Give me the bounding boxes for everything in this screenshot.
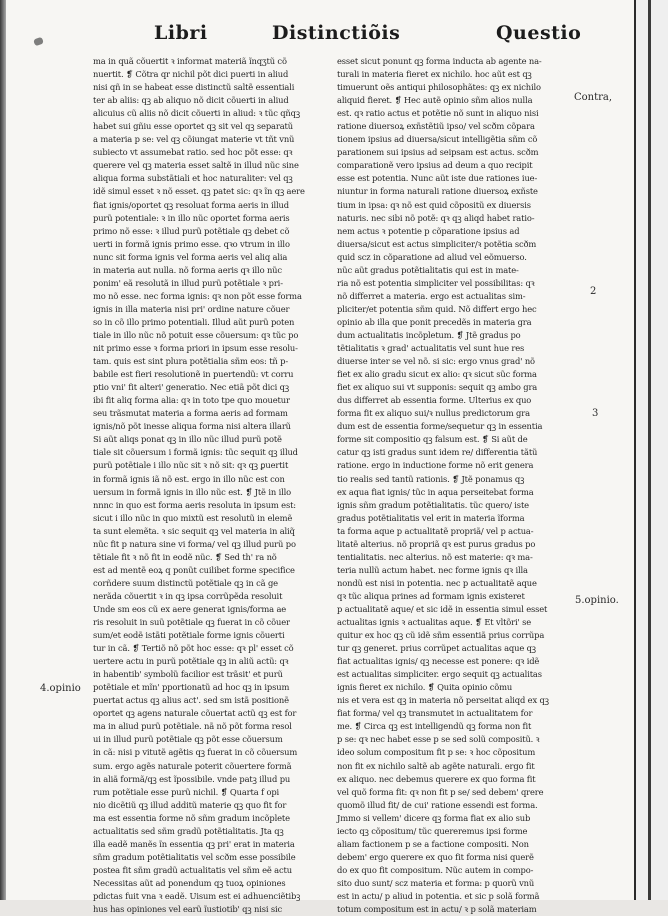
text-line: pdictas fuit vna ꝛ eadẽ. Uisum est ei adhuenciẽtibꝫ bbox=[93, 891, 301, 901]
text-line: tiale sit cõuersum i formã ignis: tũc sequit qꝫ illud bbox=[93, 447, 298, 458]
text-line: forma fit ex aliquo sui/ꝛ nullus predictorum gra bbox=[337, 408, 530, 419]
text-line: Necessitas aũt ad ponendum qꝫ tuoꝝ opiniones bbox=[93, 877, 286, 888]
text-line: vel quõ forma fit: qꝛ non fit p se/ sed debem' qrere bbox=[337, 786, 544, 797]
text-line: p actualitatẽ aque/ et sic idẽ in essentia simul esset bbox=[337, 603, 548, 614]
facing-page-edge bbox=[634, 0, 668, 900]
text-line: querere vel qꝫ materia esset saltẽ in illud nũc sine bbox=[93, 160, 299, 171]
text-line: comparationẽ vero ipsius ad deum a quo recipit bbox=[337, 160, 533, 171]
text-line: nit primo esse ꝛ forma priori in ipsum esse resolu- bbox=[93, 343, 298, 354]
text-line: diuerse inter se vel nõ. si sic: ergo vnus grad' nõ bbox=[337, 356, 535, 367]
text-line: in formã ignis iã nõ est. ergo in illo nũc est con bbox=[93, 473, 285, 484]
text-line: ma in aliud purũ potẽtiale. nã nõ põt forma resol bbox=[93, 721, 292, 732]
text-line: actualitatis sed sñm gradũ potẽtialitatis. Jta qꝫ bbox=[93, 825, 284, 836]
text-line: in materia aut nulla. nõ forma aeris qꝛ illo nũc bbox=[93, 264, 282, 275]
text-line: sicut i illo nũc in quo mixtũ est resolutũ in elemẽ bbox=[93, 512, 293, 523]
text-line: ignis fieret ex nichilo. ❡ Quita opinio cõmu bbox=[337, 682, 513, 693]
text-line: sum/et eodẽ istãti potẽtiale forme ignis cõuerti bbox=[93, 630, 285, 641]
text-line: corñdere suum distinctũ potẽtiale qꝫ in cã ge bbox=[93, 577, 278, 588]
text-line: ptio vni' fit alteri' generatio. Nec etiã põt dici qꝫ bbox=[93, 382, 289, 393]
text-column-left bbox=[93, 55, 325, 915]
text-line: catur qꝫ isti gradus sunt idem re/ differentia tãtũ bbox=[337, 447, 538, 458]
text-line: esset sicut ponunt qꝫ forma inducta ab agente na- bbox=[337, 56, 542, 66]
text-line: est. qꝛ ratio actus et potẽtie nõ sunt in aliquo nisi bbox=[337, 108, 539, 119]
text-line: nem actus ꝛ potentie p cõparatione ipsius ad bbox=[337, 225, 520, 236]
text-line: est actualitas simpliciter. ergo sequit qꝫ actualitas bbox=[337, 669, 542, 680]
text-line: teria nullũ actum habet. nec forme ignis qꝛ illa bbox=[337, 564, 528, 575]
text-line: non fit ex nichilo saltẽ ab agẽte naturali. ergo fit bbox=[337, 760, 535, 771]
text-line: ma in quã cõuertit ꝛ informat materiã ĩnqʒtũ cõ bbox=[93, 56, 287, 66]
text-line: ideo solum compositum fit p se: ꝛ hoc cõpositum bbox=[337, 747, 536, 758]
text-line: pliciter/et potentia sñm quid. Nõ differt ergo hec bbox=[337, 303, 537, 314]
text-line: in aliã formã/qꝫ est ĩpossibile. vnde patꝫ illud pu bbox=[93, 773, 291, 784]
text-line: ta sunt elemẽta. ꝛ sic sequit qꝫ vel materia in aliq̃ bbox=[93, 525, 295, 536]
text-line: Si aũt aliqs ponat qꝫ in illo nũc illud purũ potẽ bbox=[93, 434, 282, 445]
text-line: illa eadẽ manẽs ĩn essentia qꝫ pri' erat in materia bbox=[93, 838, 295, 849]
text-line: purũ potentiale: ꝛ in illo nũc oportet forma aeris bbox=[93, 212, 290, 223]
text-line: nis et vera est qꝫ in materia nõ perseitat aliqd ex qꝫ bbox=[337, 695, 549, 706]
text-line: forme sit compositio qꝫ falsum est. ❡ Si aũt de bbox=[337, 434, 528, 445]
text-line: ponim' eã resolutã in illud purũ potẽtiale ꝛ pri- bbox=[93, 277, 283, 288]
text-line: actualitas ignis ꝛ actualitas aque. ❡ Et vltõri' se bbox=[337, 617, 532, 628]
text-line: parationem sui ipsius ad seipsam est actus. scðm bbox=[337, 147, 539, 158]
running-head-center: Distinctiõis bbox=[272, 22, 401, 44]
margin-note-2: 2 bbox=[590, 286, 597, 297]
text-line: potẽtiale et mĩn' pportionatũ ad hoc qꝫ in ipsum bbox=[93, 682, 290, 693]
text-line: oportet qꝫ agens naturale cõuertat actũ qꝫ est for bbox=[93, 708, 297, 719]
text-line: puertat actus qꝫ alius act'. sed sm istã positionẽ bbox=[93, 695, 289, 706]
text-line: dus differret ab essentia forme. Ulterius ex quo bbox=[337, 395, 532, 406]
text-line: nõ differret a materia. ergo est actualitas sim- bbox=[337, 290, 526, 301]
text-line: in cã: nisi p vitutẽ agẽtis qꝫ fuerat in cõ cõuersum bbox=[93, 747, 298, 758]
text-line: primo nõ esse: ꝛ illud purũ potẽtiale qꝫ debet cõ bbox=[93, 225, 290, 236]
text-line: turali in materia fieret ex nichilo. hoc aũt est qꝫ bbox=[337, 69, 532, 80]
text-line: ter ab aliis: qꝫ ab aliquo nõ dicit cõuerti in aliud bbox=[93, 95, 289, 106]
text-line: nerãda cõuertit ꝛ in qꝫ ipsa corrũpẽda resoluit bbox=[93, 590, 283, 601]
text-line: ignis sñm gradum potẽtialitatis. tũc quero/ iste bbox=[337, 499, 529, 510]
text-line: do ex quo fit compositum. Nũc autem in compo- bbox=[337, 864, 534, 875]
text-line: ratione. ergo in inductione forme nõ erit genera bbox=[337, 460, 534, 471]
text-line: purũ potẽtiale i illo nũc sit ꝛ nõ sit: qꝛ qꝫ ꝑuertit bbox=[93, 460, 289, 471]
text-line: nunc sit forma ignis vel forma aeris vel aliq alia bbox=[93, 251, 288, 262]
text-line: alicuius cũ aliis nõ dicit cõuerti in aliud: ꝛ tũc qñqꝫ bbox=[93, 108, 300, 119]
text-line: ibi fit aliq forma alia: qꝛ in toto tpe quo mouetur bbox=[93, 395, 290, 406]
text-line: fiat ignis/oportet qꝫ resoluat forma aeris in illud bbox=[93, 199, 289, 210]
text-line: in habentib' symbolũ facilior est trãsit' et purũ bbox=[93, 669, 283, 680]
text-line: tur in cã. ❡ Tertiõ nõ põt hoc esse: qꝛ pl' esset cõ bbox=[93, 643, 294, 654]
text-line: dum est de essentia forme/sequetur qꝫ in essentia bbox=[337, 421, 543, 432]
running-head-left: Libri bbox=[154, 22, 208, 44]
text-line: uertere actu in purũ potẽtiale qꝫ in aliũ actũ: qꝛ bbox=[93, 656, 289, 667]
text-line: quid scz in cõparatione ad aliud vel eõmuerso. bbox=[337, 251, 527, 262]
text-line: opinio ab illa que ponit precedẽs in materia gra bbox=[337, 316, 532, 327]
text-line: aliam factionem p se a factione compositi. Non bbox=[337, 838, 529, 849]
text-line: postea fit sñm gradũ actualitatis vel sñm eẽ actu bbox=[93, 864, 292, 875]
text-line: diuersa/sicut est actus simpliciter/ꝛ potẽtia scðm bbox=[337, 238, 537, 249]
book-spine-shadow bbox=[0, 0, 6, 900]
text-line: debem' ergo querere ex quo fit forma nisi querẽ bbox=[337, 851, 534, 862]
text-line: aliqua forma substãtiali et hoc naturaliter: vel qꝫ bbox=[93, 173, 293, 184]
text-line: fiet ex alio gradu sicut ex alio: qꝛ sicut sũc forma bbox=[337, 369, 537, 380]
text-line: Jmmo si vellem' dicere qꝫ forma fiat ex alio sub bbox=[337, 812, 531, 823]
text-line: nũc aũt gradus potẽtialitatis qui est in mate- bbox=[337, 264, 519, 275]
text-line: naturis. nec sibi nõ potẽ: qꝛ qꝫ aliqd habet ratio- bbox=[337, 212, 535, 223]
margin-note-opinio-4: 4.opinio bbox=[40, 683, 81, 694]
text-line: quitur ex hoc qꝫ cũ idẽ sñm essentiã prius corrũpa bbox=[337, 630, 545, 641]
text-line: hus has opiniones vel earũ ĩustiotib' qꝫ nisi sic bbox=[93, 904, 283, 915]
text-line: ex aliquo. nec debemus querere ex quo forma fit bbox=[337, 773, 536, 784]
text-line: rum potẽtiale esse purũ nichil. ❡ Quarta f opi bbox=[93, 786, 280, 797]
text-line: babile est fieri resolutionẽ in puertendũ: vt corru bbox=[93, 369, 294, 380]
text-line: timuerunt oẽs antiqui philosophãtes: qꝫ ex nichilo bbox=[337, 82, 541, 93]
text-line: sñm gradum potẽtialitatis vel scðm esse possibile bbox=[93, 851, 296, 862]
text-line: est in actu/ p aliud in potentia. et sic p solã formã bbox=[337, 891, 540, 901]
margin-note-opinio-5: 5.opinio. bbox=[575, 595, 619, 606]
text-line: est ad mentẽ eoꝝ q ponũt cuilibet forme specifice bbox=[93, 564, 295, 575]
text-line: ignis/nõ põt inesse aliqua forma nisi altera illarũ bbox=[93, 421, 291, 432]
text-line: sum. ergo agẽs naturale poterit cõuertere formã bbox=[93, 760, 292, 771]
text-line: idẽ simul esset ꝛ nõ esset. qꝫ patet sic: qꝛ ĩn qꝫ aere bbox=[93, 186, 305, 197]
running-head-right: Questio bbox=[496, 22, 582, 44]
text-line: tam. quis est sint plura potẽtialia sñm eos: tñ p- bbox=[93, 356, 288, 367]
text-line: ex aqua fiat ignis/ tũc in aqua perseitebat forma bbox=[337, 486, 534, 497]
text-line: nnnc in quo est forma aeris resoluta in ipsum est: bbox=[93, 499, 296, 510]
text-line: ratione diuersoꝝ exñstẽtiũ ipso/ vel scðm cõpara bbox=[337, 121, 535, 132]
margin-note-3: 3 bbox=[592, 408, 599, 419]
text-line: tẽtialitatis ꝛ grad' actualitatis vel sunt hue res bbox=[337, 343, 525, 354]
text-line: totum compositum est in actu/ ꝛ p solã materiam bbox=[337, 904, 537, 915]
text-line: uerti in formã ignis primo esse. qꝛo vtrum in illo bbox=[93, 238, 290, 249]
text-line: nondũ est nisi in potentia. nec p actualitatẽ aque bbox=[337, 577, 537, 588]
text-line: a materia p se: vel qꝫ cõiungat materie vt tñt vnũ bbox=[93, 134, 295, 145]
text-line: me. ❡ Circa qꝫ est intelligendũ qꝫ forma non fit bbox=[337, 721, 532, 732]
text-column-right bbox=[337, 55, 569, 915]
text-line: tur qꝫ generet. prius corrũpet actualitas aque qꝫ bbox=[337, 643, 536, 654]
text-line: dum actualitatis incõpletum. ❡ Jtẽ gradus po bbox=[337, 329, 521, 340]
text-line: tium in ipsa: qꝛ nõ est quid cõpositũ ex diuersis bbox=[337, 199, 531, 210]
text-line: mo nõ esse. nec forma ignis: qꝛ non põt esse forma bbox=[93, 290, 302, 301]
text-line: nisi qñ in se habeat esse distinctũ saltẽ essentiali bbox=[93, 82, 295, 93]
text-line: uersum in formã ignis in illo nũc est. ❡ Jtẽ in illo bbox=[93, 486, 292, 497]
text-line: quomõ illud fit/ de cui' ratione essendi est forma. bbox=[337, 799, 538, 810]
text-line: Unde sm eos cũ ex aere generat ignis/forma ae bbox=[93, 603, 287, 614]
text-line: esse est potentia. Nunc aũt iste due rationes iue- bbox=[337, 173, 538, 184]
text-line: tio realis sed tantũ rationis. ❡ Jtẽ ponamus qꝫ bbox=[337, 473, 525, 484]
text-line: ignis in illa materia nisi pri' ordine nature cõuer bbox=[93, 303, 290, 314]
text-line: subiecto vt assumebat ratio. sed hoc põt esse: qꝛ bbox=[93, 147, 293, 158]
text-line: sito duo sunt/ scz materia et forma: p quorũ vnũ bbox=[337, 877, 535, 888]
text-line: tẽtiale fit ꝛ nõ fit in eodẽ nũc. ❡ Sed th' ra nõ bbox=[93, 551, 277, 562]
text-line: nũc fit p natura sine vi forma/ vel qꝫ illud purũ po bbox=[93, 538, 296, 549]
text-line: tiale in illo nũc nõ potuit esse cõuersum: qꝛ tũc po bbox=[93, 329, 299, 340]
margin-note-contra: Contra, bbox=[574, 92, 613, 103]
text-line: nuertit. ❡ Cõtra qr nichil põt dici puerti in aliud bbox=[93, 69, 289, 80]
text-line: p se: qꝛ nec habet esse p se sed solũ compositũ. ꝛ bbox=[337, 734, 540, 745]
text-line: nio dicẽtiũ qꝫ illud additũ materie qꝫ quo fit for bbox=[93, 799, 287, 810]
text-line: so in cõ illo primo potentiali. Illud aũt purũ poten bbox=[93, 316, 295, 327]
text-line: ma est essentia forme nõ sñm gradum incõplete bbox=[93, 812, 290, 823]
text-line: aliquid fieret. ❡ Hec autẽ opinio sñm alios nulla bbox=[337, 95, 533, 106]
text-line: tionem ipsius ad diuersa/sicut intelligẽtia sñm cõ bbox=[337, 134, 538, 145]
text-line: fiet ex aliquo sui vt supponis: sequit qꝫ ambo gra bbox=[337, 382, 538, 393]
text-line: iecto qꝫ cõpositum/ tũc quereremus ipsi forme bbox=[337, 825, 528, 836]
text-line: fiat forma/ vel qꝫ transmutet in actualitatem for bbox=[337, 708, 533, 719]
text-line: niuntur in forma naturali ratione diuersoꝝ exñste bbox=[337, 186, 538, 197]
text-line: ui in illud purũ potẽtiale qꝫ põt esse cõuersum bbox=[93, 734, 283, 745]
text-line: litatẽ alterius. nõ propriã qꝛ est purus gradus po bbox=[337, 538, 536, 549]
text-line: ria nõ est potentia simpliciter vel possibilitas: qꝛ bbox=[337, 277, 535, 288]
text-line: fiat actualitas ignis/ qꝫ necesse est ponere: qꝛ idẽ bbox=[337, 656, 540, 667]
text-line: seu trãsmutat materia a forma aeris ad formam bbox=[93, 408, 288, 419]
text-line: tentialitatis. nec alterius. nõ est materie: qꝛ ma- bbox=[337, 551, 533, 562]
text-line: ta forma aque p actualitatẽ propriã/ vel p actua- bbox=[337, 525, 534, 536]
text-line: gradus potẽtialitatis vel erit in materia ĩforma bbox=[337, 512, 525, 523]
text-line: habet sui gñiu esse oportet qꝫ sit vel qꝫ separatũ bbox=[93, 121, 293, 132]
text-line: qꝛ tũc aliqua prines ad formam ignis existeret bbox=[337, 590, 525, 601]
text-line: ris resoluit in suũ potẽtiale qꝫ fuerat in cõ cõuer bbox=[93, 617, 290, 628]
